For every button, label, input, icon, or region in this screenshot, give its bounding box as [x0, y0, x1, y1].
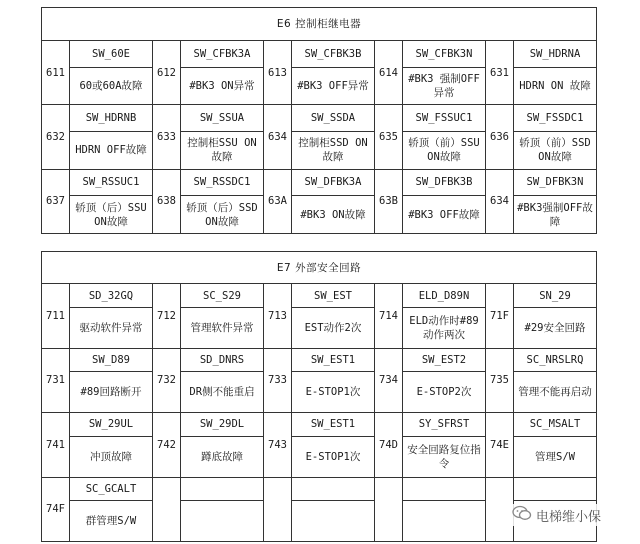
signal-name: SW_EST1 [292, 348, 375, 372]
table-e6-control-cabinet-relays [41, 7, 596, 234]
signal-name [292, 477, 375, 501]
table-row [42, 413, 597, 437]
fault-description [292, 501, 375, 542]
signal-name: SW_29UL [70, 413, 153, 437]
table-e7-body [42, 252, 597, 542]
fault-description: 驱动软件异常 [70, 307, 153, 348]
watermark [512, 504, 636, 526]
fault-description: 安全回路复位指令 [403, 436, 486, 477]
fault-code: 743 [264, 413, 292, 477]
signal-name: SW_DFBK3A [292, 169, 375, 196]
fault-code: 713 [264, 284, 292, 348]
fault-code: 638 [153, 169, 181, 233]
fault-description: E-STOP1次 [292, 436, 375, 477]
fault-code: 631 [486, 41, 514, 105]
fault-code [486, 477, 514, 541]
signal-name: SW_FSSUC1 [403, 105, 486, 132]
table-row [42, 132, 597, 170]
fault-description: #29安全回路 [514, 307, 597, 348]
signal-name: SW_HDRNA [514, 41, 597, 68]
fault-description: 轿顶（后）SSU ON故障 [70, 196, 153, 234]
fault-code: 712 [153, 284, 181, 348]
fault-description: DR侧不能重启 [181, 372, 264, 413]
signal-name: SY_SFRST [403, 413, 486, 437]
signal-name: SW_29DL [181, 413, 264, 437]
signal-name: SW_DFBK3N [514, 169, 597, 196]
fault-description: EST动作2次 [292, 307, 375, 348]
table-row [42, 67, 597, 105]
signal-name [514, 477, 597, 501]
fault-code: 63A [264, 169, 292, 233]
fault-code: 731 [42, 348, 70, 412]
fault-code: 711 [42, 284, 70, 348]
fault-description [181, 501, 264, 542]
fault-description: 管理不能再启动 [514, 372, 597, 413]
table-row [42, 477, 597, 501]
fault-description: E-STOP2次 [403, 372, 486, 413]
table-row [42, 105, 597, 132]
fault-description: HDRN OFF故障 [70, 132, 153, 170]
table-e6-title: E6 控制柜继电器 [42, 8, 597, 41]
fault-code: 613 [264, 41, 292, 105]
fault-code [375, 477, 403, 541]
fault-description: 群管理S/W [70, 501, 153, 542]
fault-code: 742 [153, 413, 181, 477]
table-row [42, 348, 597, 372]
fault-code: 734 [375, 348, 403, 412]
signal-name: SW_D89 [70, 348, 153, 372]
fault-description: E-STOP1次 [292, 372, 375, 413]
fault-description: #BK3 ON异常 [181, 67, 264, 105]
wechat-icon [512, 505, 532, 525]
fault-code: 637 [42, 169, 70, 233]
fault-description: 冲顶故障 [70, 436, 153, 477]
fault-description: 60或60A故障 [70, 67, 153, 105]
fault-code: 741 [42, 413, 70, 477]
signal-name: SD_DNRS [181, 348, 264, 372]
fault-description: 轿顶（前）SSU ON故障 [403, 132, 486, 170]
table-e7-title: E7 外部安全回路 [42, 252, 597, 284]
fault-code: 733 [264, 348, 292, 412]
fault-description: #BK3 OFF故障 [403, 196, 486, 234]
fault-description [403, 501, 486, 542]
signal-name: SD_32GQ [70, 284, 153, 308]
fault-code: 634 [486, 169, 514, 233]
fault-description: #BK3 ON故障 [292, 196, 375, 234]
signal-name: SW_60E [70, 41, 153, 68]
table-row [42, 169, 597, 196]
fault-description: 蹲底故障 [181, 436, 264, 477]
fault-code: 634 [264, 105, 292, 169]
table-e7 [41, 251, 597, 542]
fault-description: 管理软件异常 [181, 307, 264, 348]
fault-code: 74F [42, 477, 70, 541]
fault-code: 71F [486, 284, 514, 348]
fault-description: ELD动作时#89动作两次 [403, 307, 486, 348]
signal-name: SN_29 [514, 284, 597, 308]
fault-code [153, 477, 181, 541]
signal-name: SC_NRSLRQ [514, 348, 597, 372]
fault-description: 控制柜SSD ON故障 [292, 132, 375, 170]
fault-description: #BK3 强制OFF异常 [403, 67, 486, 105]
signal-name: ELD_D89N [403, 284, 486, 308]
fault-code: 735 [486, 348, 514, 412]
fault-code: 611 [42, 41, 70, 105]
fault-code [264, 477, 292, 541]
signal-name: SW_RSSUC1 [70, 169, 153, 196]
fault-code: 74D [375, 413, 403, 477]
signal-name: SW_CFBK3N [403, 41, 486, 68]
fault-code: 74E [486, 413, 514, 477]
table-row [42, 41, 597, 68]
fault-description: 轿顶（前）SSD ON故障 [514, 132, 597, 170]
table-row [42, 284, 597, 308]
table-e6 [41, 7, 597, 234]
fault-code: 632 [42, 105, 70, 169]
table-e6-body [42, 8, 597, 234]
signal-name: SW_DFBK3B [403, 169, 486, 196]
signal-name: SW_EST [292, 284, 375, 308]
fault-code: 63B [375, 169, 403, 233]
fault-description: #BK3强制OFF故障 [514, 196, 597, 234]
fault-code: 633 [153, 105, 181, 169]
signal-name: SW_SSUA [181, 105, 264, 132]
signal-name [403, 477, 486, 501]
signal-name: SC_GCALT [70, 477, 153, 501]
watermark-text: 电梯维小保 [536, 509, 602, 525]
signal-name: SW_CFBK3A [181, 41, 264, 68]
signal-name: SC_S29 [181, 284, 264, 308]
signal-name: SW_HDRNB [70, 105, 153, 132]
signal-name: SW_EST2 [403, 348, 486, 372]
fault-description: #89回路断开 [70, 372, 153, 413]
fault-description: 管理S/W [514, 436, 597, 477]
fault-code: 635 [375, 105, 403, 169]
signal-name: SW_EST1 [292, 413, 375, 437]
table-e7-external-safety-circuit [41, 251, 596, 542]
table-row [42, 372, 597, 413]
signal-name: SW_SSDA [292, 105, 375, 132]
fault-code: 636 [486, 105, 514, 169]
signal-name: SW_FSSDC1 [514, 105, 597, 132]
signal-name: SW_CFBK3B [292, 41, 375, 68]
table-row [42, 196, 597, 234]
fault-description: HDRN ON 故障 [514, 67, 597, 105]
signal-name: SC_MSALT [514, 413, 597, 437]
fault-code: 732 [153, 348, 181, 412]
fault-description: 轿顶（后）SSD ON故障 [181, 196, 264, 234]
fault-description: 控制柜SSU ON故障 [181, 132, 264, 170]
table-row [42, 436, 597, 477]
fault-code: 614 [375, 41, 403, 105]
signal-name [181, 477, 264, 501]
fault-description: #BK3 OFF异常 [292, 67, 375, 105]
signal-name: SW_RSSDC1 [181, 169, 264, 196]
fault-code: 714 [375, 284, 403, 348]
fault-code: 612 [153, 41, 181, 105]
table-row [42, 307, 597, 348]
